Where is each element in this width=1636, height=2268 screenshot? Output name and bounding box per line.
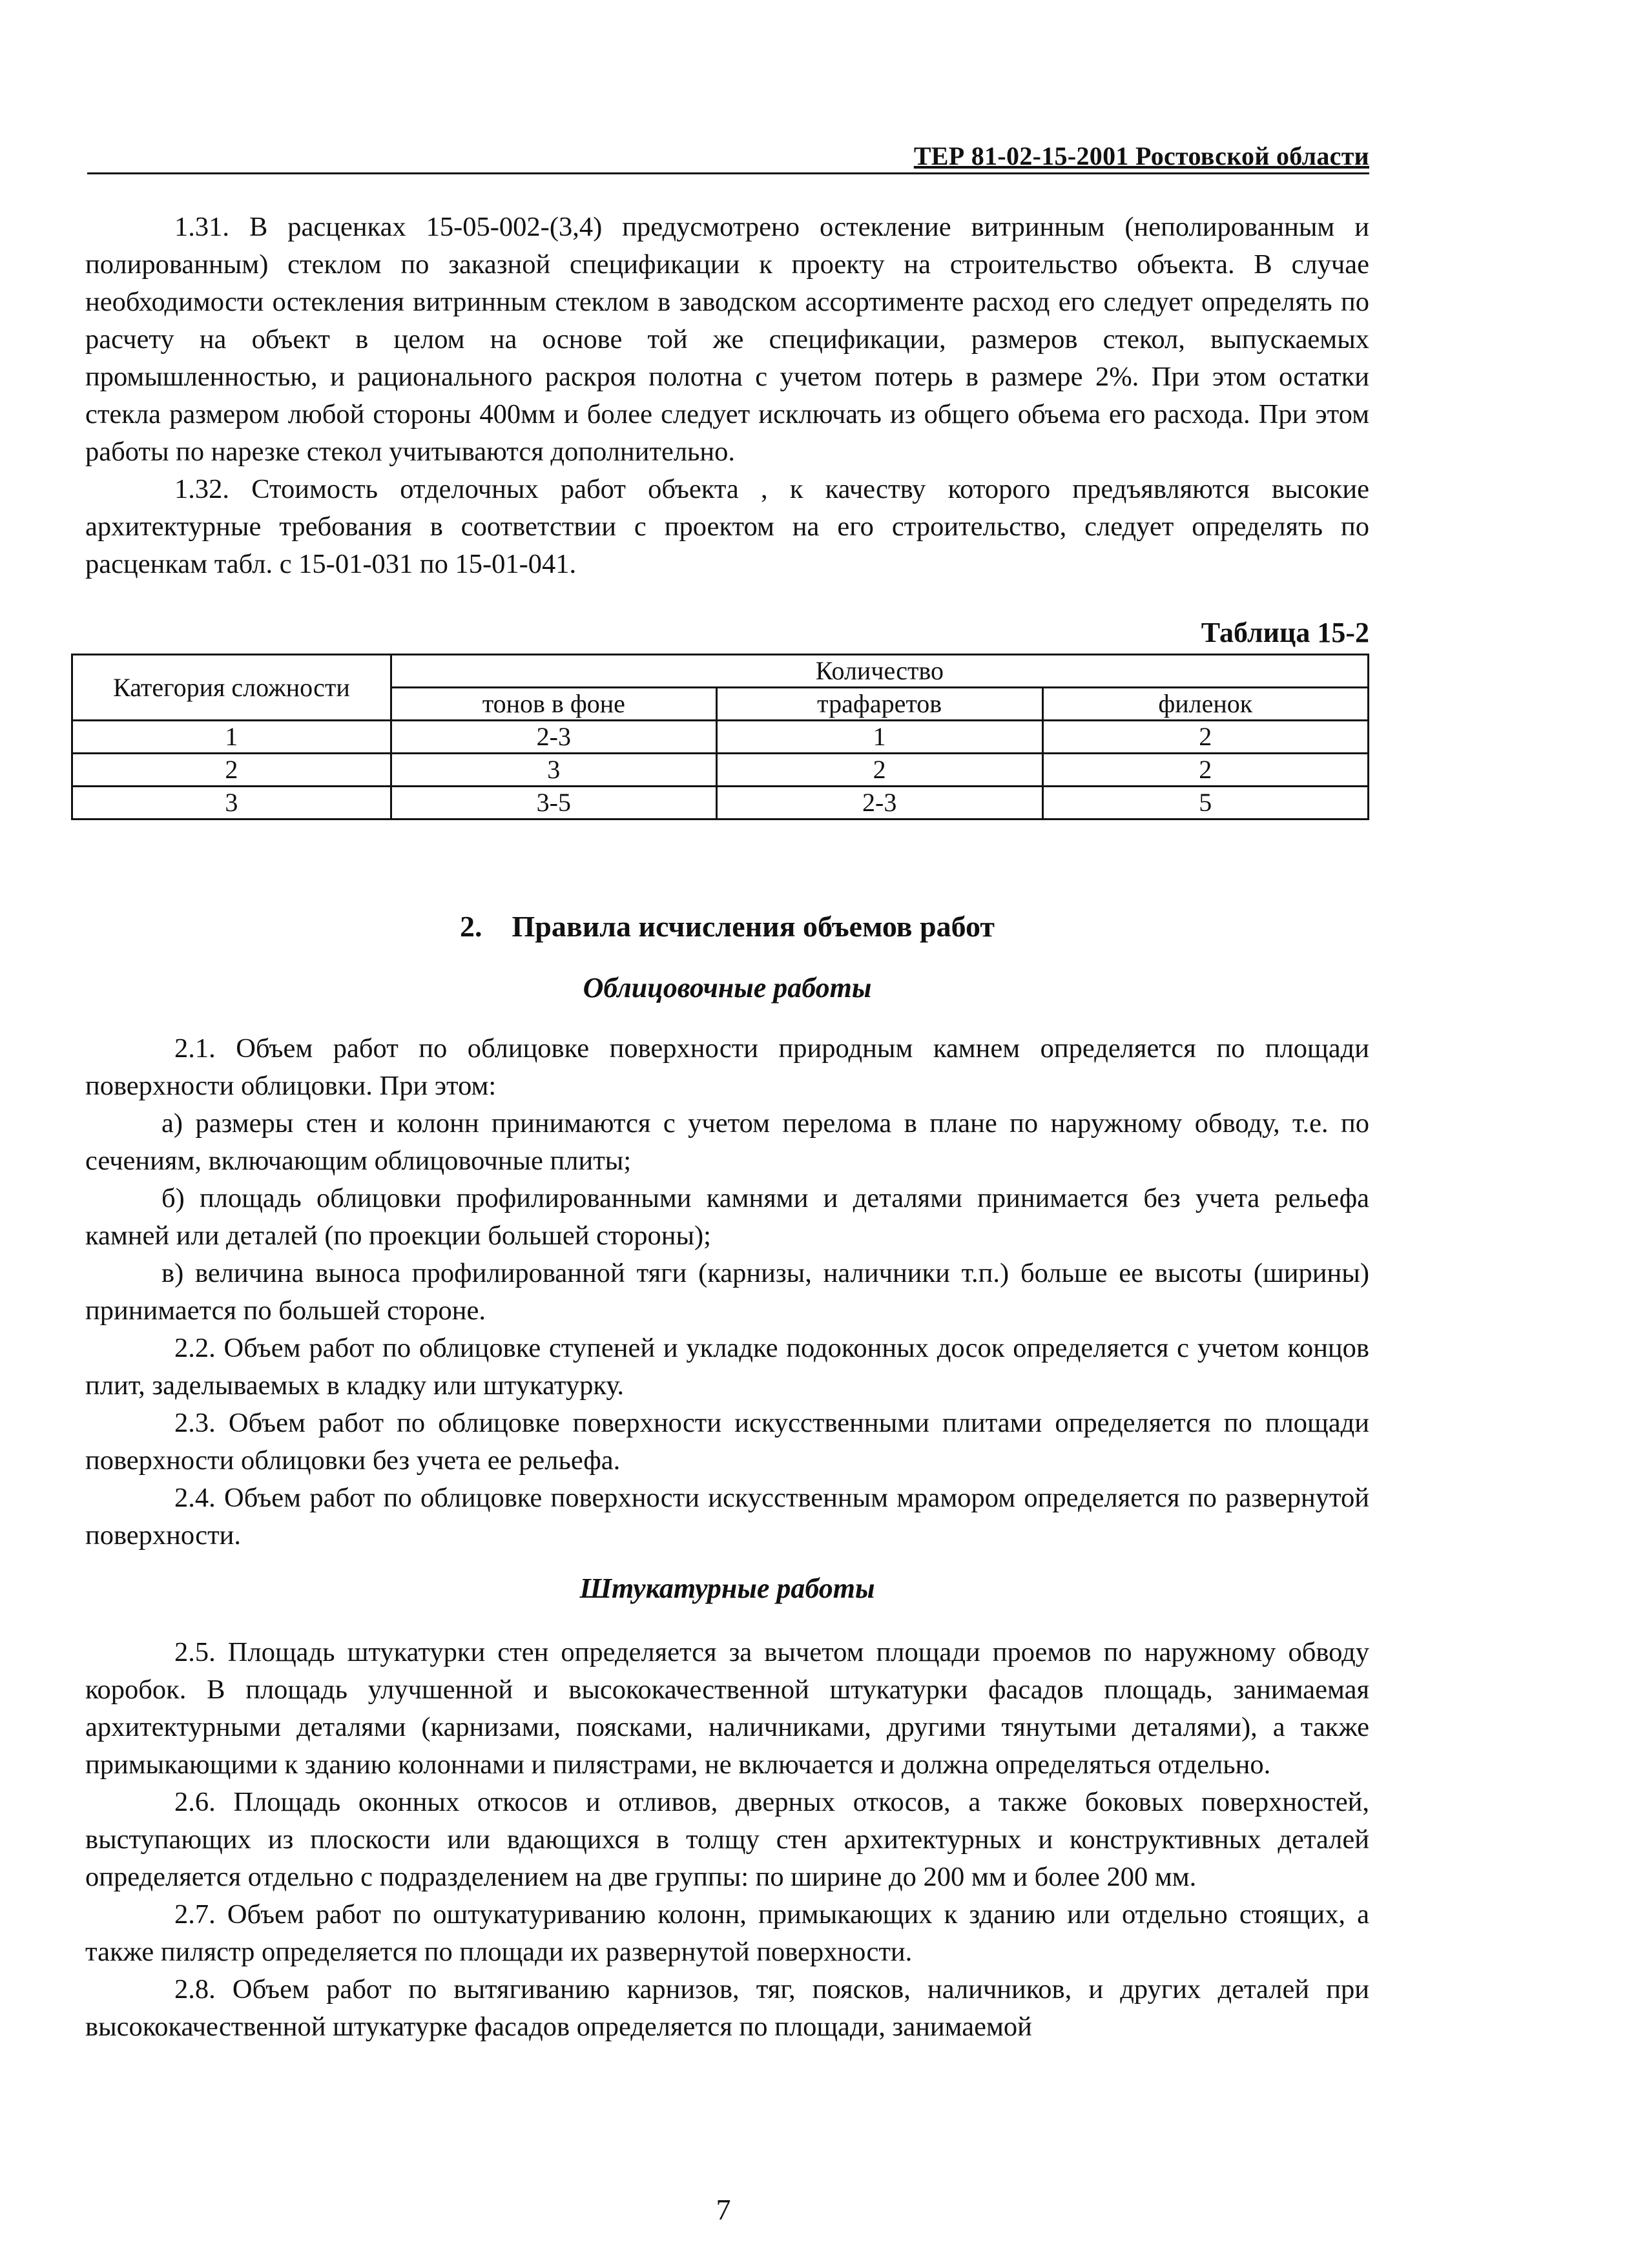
header-category: Категория сложности <box>72 655 391 721</box>
section-1-text <box>85 209 1369 583</box>
paragraph-2-1-a: а) размеры стен и колонн принимаются с учетом перелома в плане по наружному обводу, т.е. по сечениям, включающим облицовочные плиты; <box>85 1108 1369 1176</box>
paragraph-2-1: 2.1. Объем работ по облицовке поверхности природным камнем определяется по площади поверхности облицовки. При этом: <box>85 1033 1369 1101</box>
plaster-works-text <box>85 1634 1369 2046</box>
complexity-table <box>71 654 1369 820</box>
table-caption: Таблица 15-2 <box>1201 617 1369 648</box>
header-quantity: Количество <box>391 655 1368 688</box>
paragraph-1-31: 1.31. В расценках 15-05-002-(3,4) предусмотрено остекление витринным (неполированным и полированным) стеклом по заказной спецификации к проекту на строительство объекта. В случае необходимости остекления витринным стеклом в заводском ассортименте расход его следует определять по расчету на объект в целом на основе той же спецификации, размеров стекол, выпускаемых промышленностью, и рационального раскроя полотна с учетом потерь в размере 2%. При этом остатки стекла размером любой стороны 400мм и более следует исключать из общего объема его расхода. При этом работы по нарезке стекол учитываются дополнительно. <box>85 212 1369 467</box>
table-cell: 3-5 <box>391 787 716 820</box>
table-cell: 2 <box>716 754 1042 787</box>
subsection-plaster-works-title: Штукатурные работы <box>579 1572 875 1604</box>
page-number: 7 <box>716 2193 731 2226</box>
table-cell: 3 <box>72 787 391 820</box>
subheader-panels: филенок <box>1042 688 1368 721</box>
table-cell: 5 <box>1042 787 1368 820</box>
paragraph-2-1-b: б) площадь облицовки профилированными камнями и деталями принимается без учета рельефа камней или деталей (по проекции большей стороны); <box>85 1183 1369 1251</box>
section-2-title: 2. Правила исчисления объемов работ <box>460 910 995 943</box>
table-cell: 3 <box>391 754 716 787</box>
page-header <box>87 132 1369 174</box>
paragraph-2-2: 2.2. Объем работ по облицовке ступеней и укладке подоконных досок определяется с учетом концов плит, заделываемых в кладку или штукатурку. <box>85 1333 1369 1401</box>
paragraph-2-5: 2.5. Площадь штукатурки стен определяется за вычетом площади проемов по наружному обводу коробок. В площадь улучшенной и высококачественной штукатурки фасадов площадь, занимаемая архитектурными деталями (карнизами, поясками, наличниками, другими тянутыми деталями), а также примыкающими к зданию колоннами и пилястрами, не включается и должна определяться отдельно. <box>85 1637 1369 1780</box>
table-cell: 2 <box>72 754 391 787</box>
paragraph-1-32: 1.32. Стоимость отделочных работ объекта , к качеству которого предъявляются высокие архитектурные требования в соответствии с проектом на его строительство, следует определять по расценкам табл. с 15-01-031 по 15-01-041. <box>85 474 1369 579</box>
table-row <box>72 787 1369 820</box>
table-cell: 2 <box>1042 754 1368 787</box>
paragraph-2-3: 2.3. Объем работ по облицовке поверхности искусственными плитами определяется по площади поверхности облицовки без учета ее рельефа. <box>85 1408 1369 1476</box>
table-cell: 2 <box>1042 721 1368 754</box>
subsection-facing-works-title: Облицовочные работы <box>583 972 872 1004</box>
table-cell: 1 <box>716 721 1042 754</box>
paragraph-2-8: 2.8. Объем работ по вытягиванию карнизов, тяг, поясков, наличников, и других деталей при высококачественной штукатурке фасадов определяется по площади, занимаемой <box>85 1974 1369 2042</box>
table-cell: 2-3 <box>716 787 1042 820</box>
subheader-tones: тонов в фоне <box>391 688 716 721</box>
table-cell: 2-3 <box>391 721 716 754</box>
paragraph-2-7: 2.7. Объем работ по оштукатуриванию колонн, примыкающих к зданию или отдельно стоящих, а также пилястр определяется по площади их развернутой поверхности. <box>85 1899 1369 1967</box>
paragraph-2-1-c: в) величина выноса профилированной тяги (карнизы, наличники т.п.) больше ее высоты (ширины) принимается по большей стороне. <box>85 1258 1369 1326</box>
paragraph-2-4: 2.4. Объем работ по облицовке поверхности искусственным мрамором определяется по развернутой поверхности. <box>85 1483 1369 1551</box>
table-row <box>72 721 1369 754</box>
document-code: ТЕР 81-02-15-2001 Ростовской области <box>913 141 1369 170</box>
subheader-stencils: трафаретов <box>716 688 1042 721</box>
facing-works-text <box>85 1030 1369 1554</box>
table-row <box>72 754 1369 787</box>
table-cell: 1 <box>72 721 391 754</box>
table-header-row <box>72 655 1369 688</box>
paragraph-2-6: 2.6. Площадь оконных откосов и отливов, дверных откосов, а также боковых поверхностей, выступающих из плоскости или вдающихся в толщу стен архитектурных и конструктивных деталей определяется отдельно с подразделением на две группы: по ширине до 200 мм и более 200 мм. <box>85 1787 1369 1892</box>
